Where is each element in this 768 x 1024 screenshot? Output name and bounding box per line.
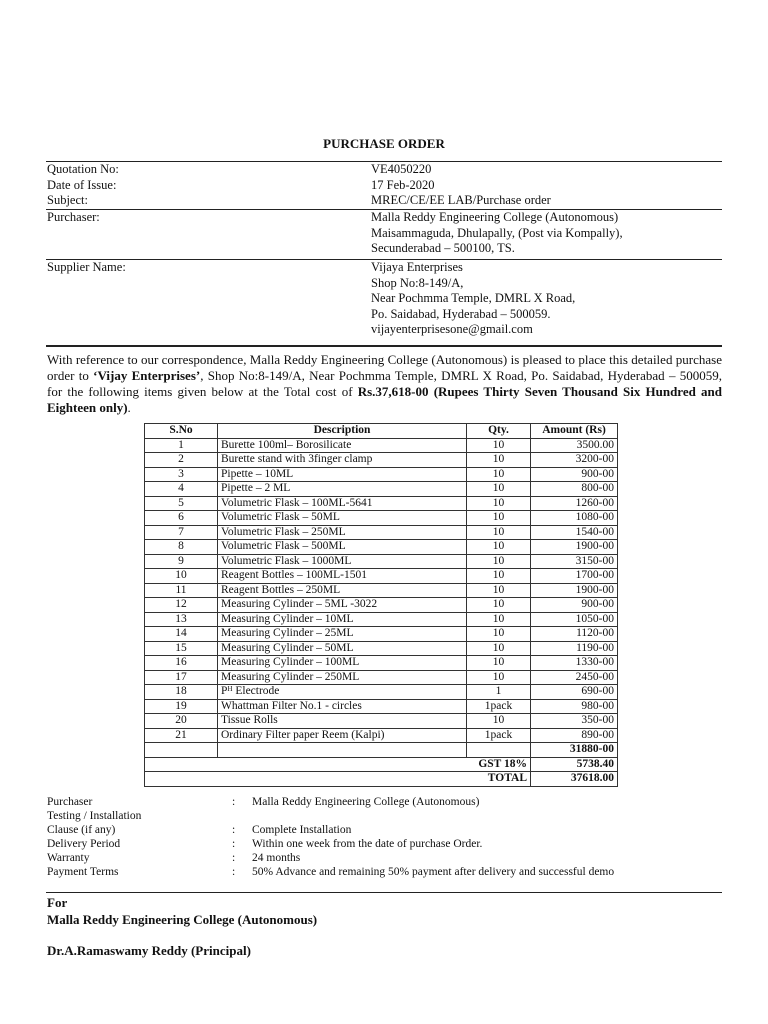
item-description: Whattman Filter No.1 - circles	[218, 699, 467, 714]
item-sno: 20	[145, 714, 218, 729]
table-row	[145, 670, 618, 685]
item-sno: 3	[145, 467, 218, 482]
header-qty: Qty.	[467, 424, 531, 439]
item-amount: 900-00	[531, 598, 618, 613]
item-description: Volumetric Flask – 250ML	[218, 525, 467, 540]
item-description: Measuring Cylinder – 100ML	[218, 656, 467, 671]
table-row	[145, 496, 618, 511]
item-amount: 2450-00	[531, 670, 618, 685]
total-label: TOTAL	[145, 772, 531, 787]
table-row	[145, 728, 618, 743]
header-amount: Amount (Rs)	[531, 424, 618, 439]
item-sno: 13	[145, 612, 218, 627]
table-row	[145, 467, 618, 482]
for-label: For	[47, 895, 68, 910]
header-description: Description	[218, 424, 467, 439]
item-description: Tissue Rolls	[218, 714, 467, 729]
item-sno: 10	[145, 569, 218, 584]
term-colon: :	[232, 838, 236, 850]
item-sno: 8	[145, 540, 218, 555]
subtotal-value: 31880-00	[531, 743, 618, 758]
term-colon: :	[232, 852, 236, 864]
item-sno: 19	[145, 699, 218, 714]
page-title: PURCHASE ORDER	[323, 136, 445, 151]
item-qty: 10	[467, 627, 531, 642]
signature-block	[47, 894, 317, 959]
item-amount: 800-00	[531, 482, 618, 497]
item-sno: 16	[145, 656, 218, 671]
item-description: Reagent Bottles – 250ML	[218, 583, 467, 598]
item-sno: 2	[145, 453, 218, 468]
item-qty: 10	[467, 540, 531, 555]
divider	[46, 345, 722, 347]
item-sno: 21	[145, 728, 218, 743]
item-amount: 1900-00	[531, 583, 618, 598]
item-sno: 9	[145, 554, 218, 569]
total-row	[145, 772, 618, 787]
items-table	[144, 423, 618, 787]
item-sno: 18	[145, 685, 218, 700]
item-description: Measuring Cylinder – 25ML	[218, 627, 467, 642]
item-amount: 980-00	[531, 699, 618, 714]
item-qty: 1	[467, 685, 531, 700]
date-label: Date of Issue:	[47, 177, 117, 192]
item-qty: 10	[467, 525, 531, 540]
item-sno: 4	[145, 482, 218, 497]
term-value: 50% Advance and remaining 50% payment after delivery and successful demo	[252, 866, 615, 878]
item-qty: 10	[467, 438, 531, 453]
table-row	[145, 598, 618, 613]
term-colon: :	[232, 796, 236, 808]
item-description: Measuring Cylinder – 50ML	[218, 641, 467, 656]
table-row	[145, 482, 618, 497]
item-amount: 3200-00	[531, 453, 618, 468]
gst-value: 5738.40	[531, 757, 618, 772]
item-amount: 1330-00	[531, 656, 618, 671]
item-description: Pipette – 10ML	[218, 467, 467, 482]
item-amount: 350-00	[531, 714, 618, 729]
item-qty: 10	[467, 612, 531, 627]
item-qty: 1pack	[467, 699, 531, 714]
table-row	[145, 583, 618, 598]
item-description: Measuring Cylinder – 250ML	[218, 670, 467, 685]
item-description: Burette stand with 3finger clamp	[218, 453, 467, 468]
table-row	[145, 656, 618, 671]
item-qty: 10	[467, 554, 531, 569]
item-amount: 1190-00	[531, 641, 618, 656]
item-qty: 10	[467, 714, 531, 729]
item-qty: 10	[467, 583, 531, 598]
item-amount: 1120-00	[531, 627, 618, 642]
order-paragraph: With reference to our correspondence, Malla Reddy Engineering College (Autonomous) is pleased to place this detailed purchase order to ‘Vijay Enterprises’, Shop No:8-149/A, Near Pochmma Temple, DMRL X Road, Po. Saidabad, Hyderabad – 500059, for the following items given below at the Total cost of Rs.37,618-00 (Rupees Thirty Seven Thousand Six Hundred and Eighteen only).	[47, 352, 723, 415]
table-row	[145, 641, 618, 656]
table-row	[145, 511, 618, 526]
supplier-email: vijayenterprisesone@gmail.com	[371, 322, 533, 336]
signatory-name: Dr.A.Ramaswamy Reddy (Principal)	[47, 943, 251, 958]
item-sno: 14	[145, 627, 218, 642]
term-value: Within one week from the date of purchase Order.	[252, 838, 483, 850]
quotation-label: Quotation No: Date of Issue: Subject:	[47, 162, 119, 207]
item-qty: 10	[467, 467, 531, 482]
purchaser-label: Purchaser:	[47, 210, 100, 224]
table-row	[145, 627, 618, 642]
term-colon: :	[232, 824, 236, 836]
item-qty: 10	[467, 656, 531, 671]
item-sno: 11	[145, 583, 218, 598]
term-label: Purchaser	[47, 796, 93, 808]
item-amount: 3500.00	[531, 438, 618, 453]
table-header-row	[145, 424, 618, 439]
term-value: Malla Reddy Engineering College (Autonomous)	[252, 796, 480, 808]
item-sno: 7	[145, 525, 218, 540]
item-sno: 5	[145, 496, 218, 511]
item-amount: 900-00	[531, 467, 618, 482]
total-value: 37618.00	[531, 772, 618, 787]
purchaser-address: Malla Reddy Engineering College (Autonomous) Maisammaguda, Dhulapally, (Post via Kompally), Secunderabad – 500100, TS.	[371, 210, 623, 255]
table-row	[145, 714, 618, 729]
total-cost-bold: Rs.37,618-00 (Rupees Thirty Seven Thousand Six Hundred and Eighteen only)	[47, 384, 722, 415]
item-qty: 10	[467, 496, 531, 511]
item-amount: 3150-00	[531, 554, 618, 569]
table-row	[145, 554, 618, 569]
header-sno: S.No	[145, 424, 218, 439]
subject-label: Subject:	[47, 193, 88, 207]
table-row	[145, 525, 618, 540]
item-description: Pipette – 2 ML	[218, 482, 467, 497]
table-row	[145, 438, 618, 453]
item-qty: 10	[467, 670, 531, 685]
item-description: Volumetric Flask – 50ML	[218, 511, 467, 526]
item-description: Burette 100ml– Borosilicate	[218, 438, 467, 453]
divider	[46, 892, 722, 893]
term-label: Payment Terms	[47, 866, 119, 878]
college-name: Malla Reddy Engineering College (Autonomous)	[47, 912, 318, 927]
item-description: Volumetric Flask – 500ML	[218, 540, 467, 555]
item-sno: 1	[145, 438, 218, 453]
item-amount: 1700-00	[531, 569, 618, 584]
item-qty: 10	[467, 641, 531, 656]
item-qty: 10	[467, 569, 531, 584]
item-sno: 17	[145, 670, 218, 685]
issue-date: 17 Feb-2020	[371, 177, 435, 192]
item-amount: 1260-00	[531, 496, 618, 511]
item-description: Measuring Cylinder – 10ML	[218, 612, 467, 627]
quotation-number: VE4050220	[371, 162, 432, 176]
item-qty: 10	[467, 511, 531, 526]
item-description: Ordinary Filter paper Reem (Kalpi)	[218, 728, 467, 743]
item-amount: 690-00	[531, 685, 618, 700]
supplier-address: Vijaya Enterprises Shop No:8-149/A, Near Pochmma Temple, DMRL X Road, Po. Saidabad, Hyderabad – 500059. vijayenterprisesone@gmail.com	[371, 260, 576, 336]
table-row	[145, 699, 618, 714]
gst-row	[145, 757, 618, 772]
item-qty: 10	[467, 482, 531, 497]
term-label: Clause (if any)	[47, 824, 116, 836]
subtotal-row	[145, 743, 618, 758]
item-amount: 1900-00	[531, 540, 618, 555]
quotation-values	[371, 162, 551, 209]
table-row	[145, 453, 618, 468]
item-description: Volumetric Flask – 100ML-5641	[218, 496, 467, 511]
item-qty: 1pack	[467, 728, 531, 743]
item-amount: 890-00	[531, 728, 618, 743]
item-description: $P^H$ Electrode	[218, 685, 467, 700]
gst-label: GST 18%	[145, 757, 531, 772]
term-colon: :	[232, 866, 236, 878]
table-row	[145, 540, 618, 555]
item-amount: 1540-00	[531, 525, 618, 540]
term-value: 24 months	[252, 852, 301, 864]
table-row	[145, 685, 618, 700]
item-description: Volumetric Flask – 1000ML	[218, 554, 467, 569]
supplier-name-bold: ‘Vijay Enterprises’	[93, 368, 201, 383]
table-row	[145, 569, 618, 584]
item-description: Measuring Cylinder – 5ML -3022	[218, 598, 467, 613]
table-row	[145, 612, 618, 627]
item-amount: 1080-00	[531, 511, 618, 526]
term-label: Delivery Period	[47, 838, 121, 850]
term-value: Complete Installation	[252, 824, 352, 836]
subject-value: MREC/CE/EE LAB/Purchase order	[371, 193, 551, 207]
item-sno: 15	[145, 641, 218, 656]
term-label: Warranty	[47, 852, 90, 864]
item-description: Reagent Bottles – 100ML-1501	[218, 569, 467, 584]
item-amount: 1050-00	[531, 612, 618, 627]
item-sno: 6	[145, 511, 218, 526]
item-qty: 10	[467, 598, 531, 613]
term-label: Testing / Installation	[47, 810, 142, 822]
item-sno: 12	[145, 598, 218, 613]
item-qty: 10	[467, 453, 531, 468]
supplier-label: Supplier Name:	[47, 260, 126, 274]
